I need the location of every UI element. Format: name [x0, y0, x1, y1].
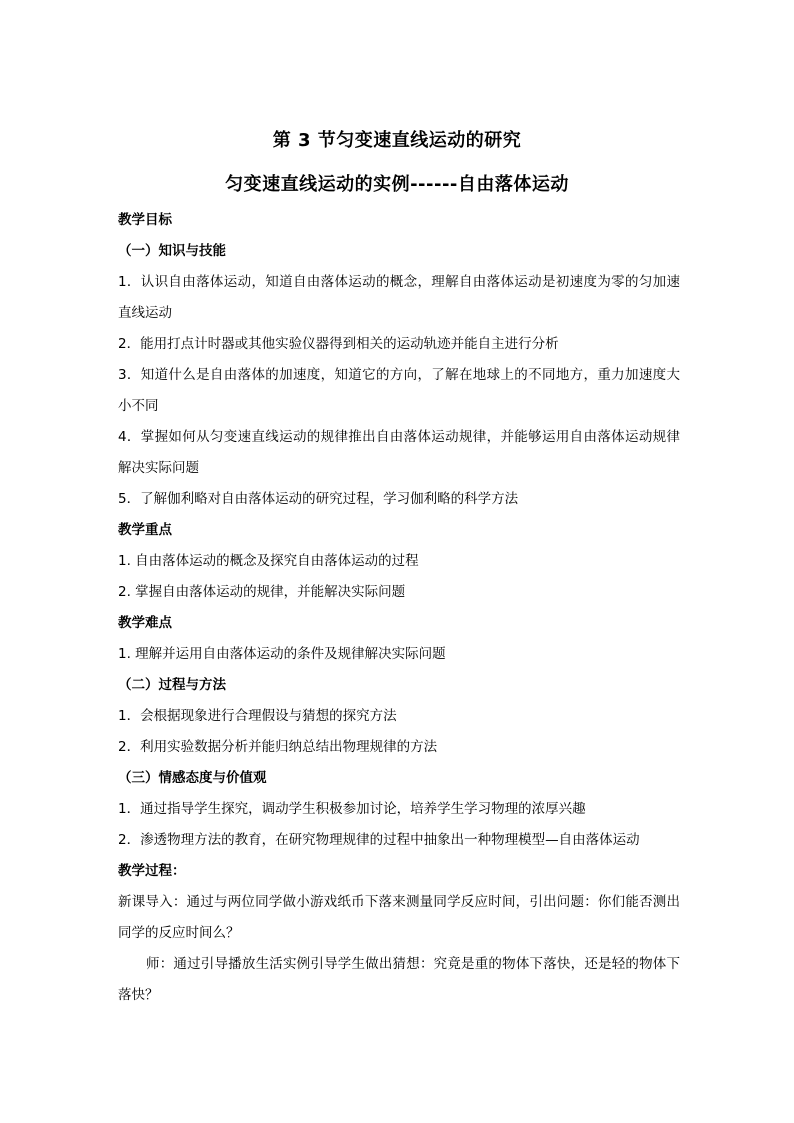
difficulty-item: 1. 理解并运用自由落体运动的条件及规律解决实际问题	[118, 646, 446, 662]
knowledge-heading: （一）知识与技能	[118, 243, 226, 259]
teaching-process-heading: 教学过程：	[118, 863, 186, 879]
teacher-paragraph: 师：通过引导播放生活实例引导学生做出猜想：究竟是重的物体下落快，还是轻的物体下落快？	[118, 956, 680, 1003]
key-point-item: 2. 掌握自由落体运动的规律，并能解决实际问题	[118, 584, 406, 600]
emotion-item: 1．通过指导学生探究，调动学生积极参加讨论，培养学生学习物理的浓厚兴趣	[118, 801, 586, 817]
key-point-item: 1. 自由落体运动的概念及探究自由落体运动的过程	[118, 553, 419, 569]
process-method-item: 1．会根据现象进行合理假设与猜想的探究方法	[118, 708, 397, 724]
process-method-item: 2．利用实验数据分析并能归纳总结出物理规律的方法	[118, 739, 438, 755]
knowledge-item: 4．掌握如何从匀变速直线运动的规律推出自由落体运动规律，并能够运用自由落体运动规律解决实际问题	[118, 429, 680, 476]
document-title: 第 3 节匀变速直线运动的研究	[272, 130, 522, 151]
knowledge-item: 1．认识自由落体运动，知道自由落体运动的概念，理解自由落体运动是初速度为零的匀加速直线运动	[118, 274, 680, 321]
knowledge-item: 5．了解伽利略对自由落体运动的研究过程，学习伽利略的科学方法	[118, 491, 519, 507]
knowledge-item: 2．能用打点计时器或其他实验仪器得到相关的运动轨迹并能自主进行分析	[118, 336, 559, 352]
process-method-heading: （二）过程与方法	[118, 677, 226, 693]
document-subtitle: 匀变速直线运动的实例------自由落体运动	[225, 174, 569, 195]
document-body	[118, 205, 680, 1011]
key-points-heading: 教学重点	[118, 522, 172, 538]
difficulties-heading: 教学难点	[118, 615, 172, 631]
knowledge-item: 3．知道什么是自由落体的加速度，知道它的方向，了解在地球上的不同地方，重力加速度大小不同	[118, 367, 680, 414]
emotion-heading: （三）情感态度与价值观	[118, 770, 267, 786]
teaching-goals-heading: 教学目标	[118, 212, 172, 228]
emotion-item: 2．渗透物理方法的教育，在研究物理规律的过程中抽象出一种物理模型—自由落体运动	[118, 832, 640, 848]
lesson-intro-paragraph: 新课导入：通过与两位同学做小游戏纸币下落来测量同学反应时间，引出问题：你们能否测出同学的反应时间么？	[118, 894, 680, 941]
